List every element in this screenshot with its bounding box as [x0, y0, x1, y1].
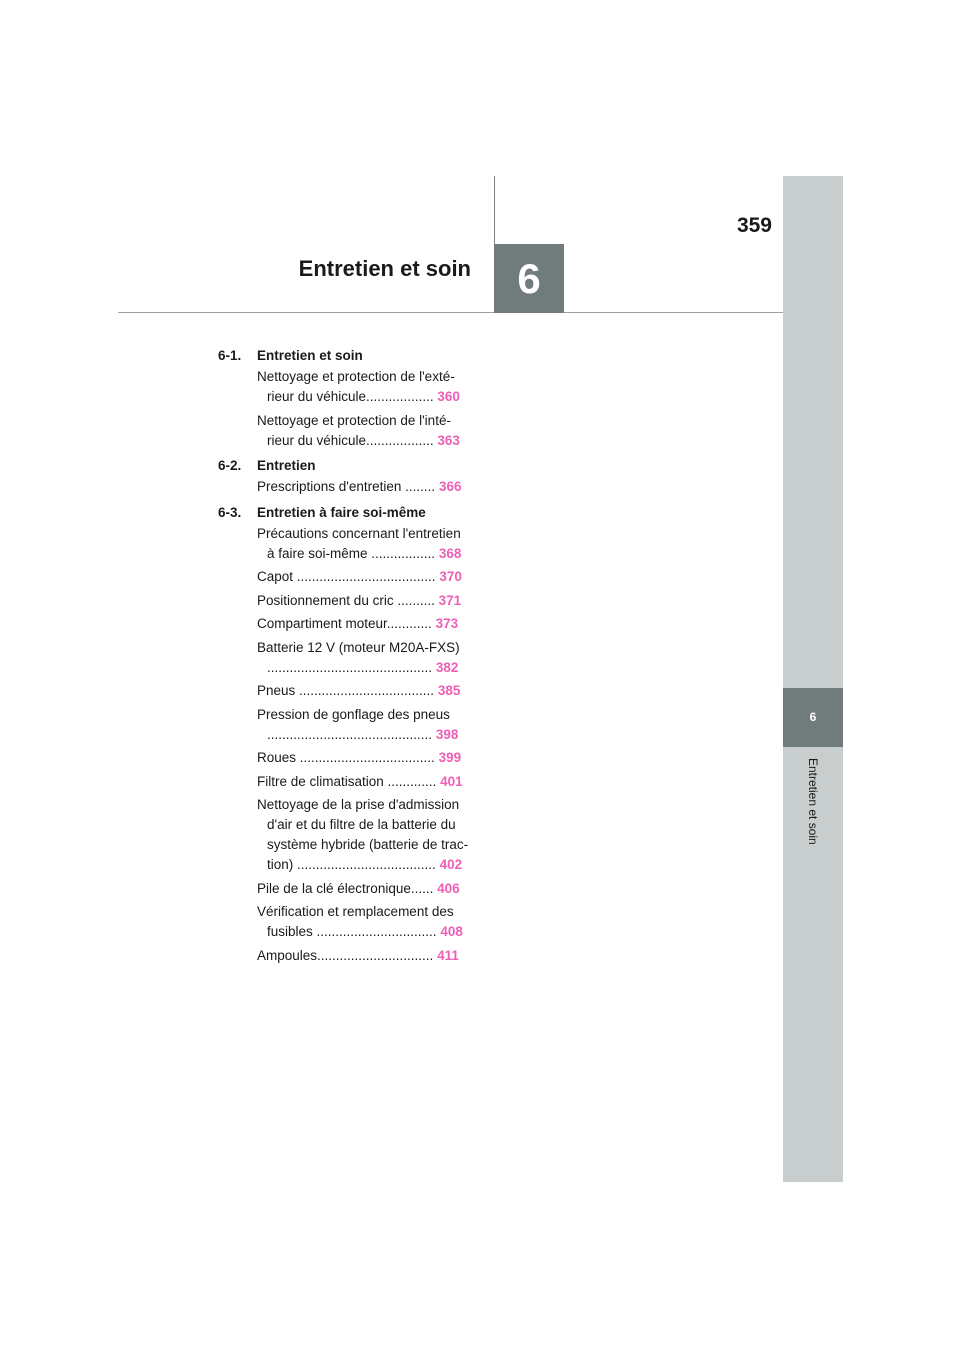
toc-section-6-3 — [218, 501, 470, 524]
entry-text: Roues .................................... — [257, 750, 435, 765]
page-link[interactable]: 398 — [435, 726, 459, 742]
section-number: 6-2. — [218, 458, 242, 473]
entry-text: Ampoules............................... — [257, 947, 434, 963]
entry-text: système hybride (batterie de trac- — [267, 837, 469, 852]
toc-entry[interactable] — [218, 477, 470, 497]
entry-text: Capot ..................................... — [257, 569, 436, 584]
toc-entry[interactable] — [218, 567, 470, 587]
page-link[interactable]: 382 — [435, 659, 459, 675]
entry-text: rieur du véhicule.................. — [267, 389, 434, 404]
entry-text: Positionnement du cric .......... — [257, 592, 435, 608]
chapter-title: Entretien et soin — [298, 256, 471, 281]
toc-section-6-1 — [218, 344, 470, 367]
section-title: Entretien à faire soi-même — [257, 504, 426, 520]
toc-entry[interactable] — [218, 795, 470, 875]
toc-section-6-2 — [218, 454, 470, 477]
entry-text: ............................................ — [267, 726, 433, 742]
page-link[interactable]: 366 — [438, 479, 462, 494]
entry-text: Batterie 12 V (moteur M20A-FXS) — [257, 639, 460, 655]
entry-text: Prescriptions d'entretien ........ — [257, 479, 436, 494]
side-tab-strip — [783, 176, 843, 1182]
page-link[interactable]: 402 — [439, 857, 463, 872]
entry-text: Pile de la clé électronique...... — [257, 880, 434, 896]
toc-entry[interactable] — [218, 946, 470, 966]
entry-text: d'air et du filtre de la batterie du — [267, 817, 456, 832]
section-title: Entretien et soin — [257, 348, 363, 363]
entry-text: à faire soi-même ................. — [267, 545, 436, 561]
entry-text: rieur du véhicule.................. — [267, 432, 434, 448]
page-link[interactable]: 360 — [437, 389, 460, 404]
toc-entry[interactable] — [218, 614, 470, 634]
entry-text: Pression de gonflage des pneus — [257, 706, 450, 722]
section-number: 6-1. — [218, 348, 242, 363]
page-link[interactable]: 370 — [439, 569, 462, 584]
entry-text: tion) ..................................... — [267, 857, 436, 872]
entry-text: Nettoyage et protection de l'exté- — [257, 369, 455, 384]
entry-text: Compartiment moteur............ — [257, 616, 432, 631]
toc-entry[interactable] — [218, 879, 470, 899]
chapter-number-box: 6 — [494, 244, 564, 313]
header-divider-vertical — [494, 176, 495, 246]
page-link[interactable]: 371 — [438, 592, 462, 608]
entry-text: ............................................ — [267, 659, 433, 675]
section-title: Entretien — [257, 458, 316, 473]
toc-entry[interactable] — [218, 705, 470, 745]
entry-text: Pneus .................................... — [257, 683, 435, 698]
entry-text: Vérification et remplacement des — [257, 904, 454, 919]
header-rule — [118, 312, 783, 313]
page-link[interactable]: 363 — [437, 432, 460, 448]
toc-entry[interactable] — [218, 681, 470, 701]
page-number: 359 — [736, 214, 772, 237]
page-link[interactable]: 408 — [440, 924, 463, 939]
entry-text: Nettoyage de la prise d'admission — [257, 797, 460, 812]
toc-entry[interactable] — [218, 411, 470, 451]
side-tab-chapter-6[interactable]: 6 — [783, 688, 843, 747]
page-link[interactable]: 373 — [435, 616, 459, 631]
toc-entry[interactable] — [218, 772, 470, 792]
entry-text: Nettoyage et protection de l'inté- — [257, 412, 451, 428]
page-link[interactable]: 368 — [438, 545, 462, 561]
side-tab-label — [783, 758, 843, 858]
toc-entry[interactable] — [218, 638, 470, 678]
toc-entry[interactable] — [218, 902, 470, 942]
entry-text: fusibles ................................ — [267, 924, 437, 939]
section-number: 6-3. — [218, 504, 242, 520]
page-link[interactable]: 385 — [437, 683, 461, 698]
toc-entry[interactable] — [218, 524, 470, 564]
page-link[interactable]: 406 — [437, 880, 460, 896]
toc-entry[interactable] — [218, 367, 470, 407]
toc-entry[interactable] — [218, 748, 470, 768]
entry-text: Précautions concernant l'entretien — [257, 525, 461, 541]
side-tab-label-text: Entretien et soin — [806, 758, 820, 845]
page-link[interactable]: 411 — [437, 947, 459, 963]
toc-entry[interactable] — [218, 591, 470, 611]
page-link[interactable]: 399 — [438, 750, 462, 765]
page-link[interactable]: 401 — [440, 773, 463, 789]
entry-text: Filtre de climatisation ............. — [257, 773, 437, 789]
table-of-contents — [218, 344, 470, 966]
